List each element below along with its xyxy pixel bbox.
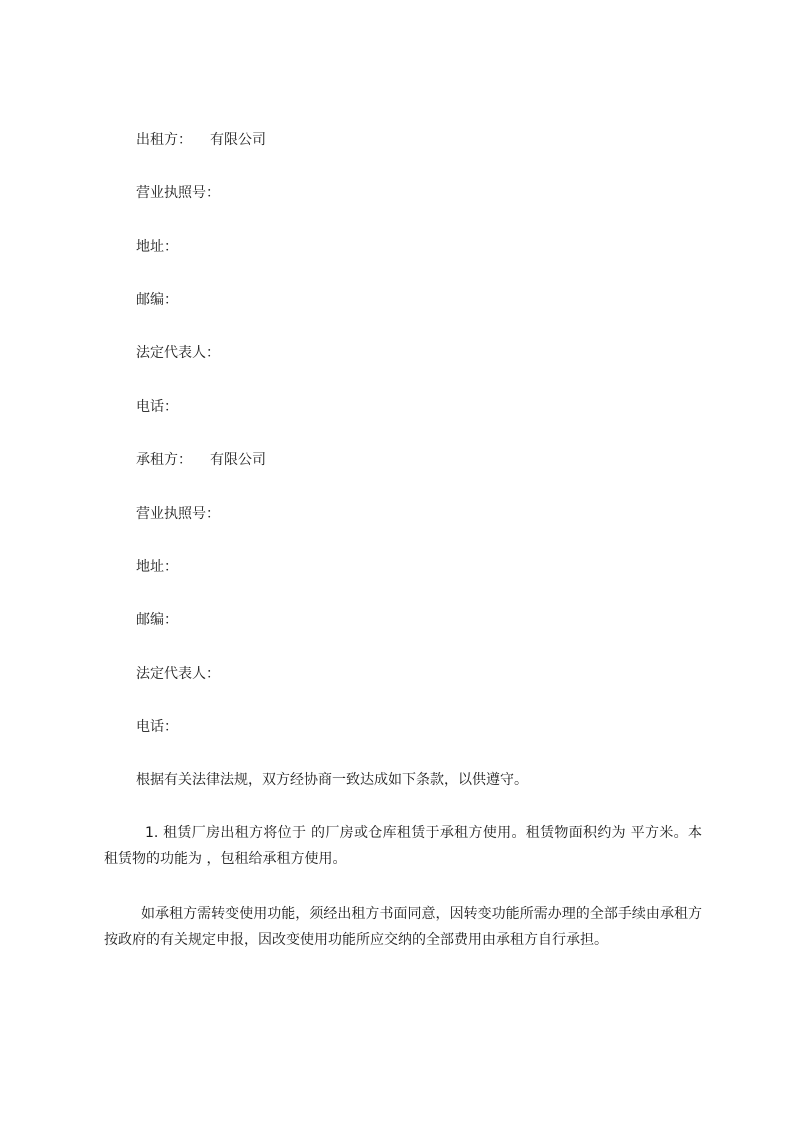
- lessor-address-label: 地址：: [136, 239, 178, 255]
- lessee-postcode-line: [136, 610, 178, 630]
- lessor-postcode-label: 邮编：: [136, 292, 178, 308]
- lessee-name-line: [136, 450, 266, 470]
- lessee-address-label: 地址：: [136, 559, 178, 575]
- lessor-name-value: 有限公司: [210, 132, 266, 148]
- lessor-representative-label: 法定代表人：: [136, 345, 220, 361]
- lessee-license-line: [136, 504, 220, 524]
- lessor-phone-label: 电话：: [136, 399, 178, 415]
- clause-1-text: 1. 租赁厂房出租方将位于 的厂房或仓库租赁于承租方使用。租赁物面积约为 平方米。本租赁物的功能为 ，包租给承租方使用。: [104, 825, 702, 867]
- lessee-postcode-label: 邮编：: [136, 612, 178, 628]
- clause-1-note-text: 如承租方需转变使用功能，须经出租方书面同意，因转变功能所需办理的全部手续由承租方按政府的有关规定申报，因改变使用功能所应交纳的全部费用由承租方自行承担。: [104, 906, 702, 948]
- preamble: [136, 770, 528, 790]
- lessor-phone-line: [136, 397, 178, 417]
- preamble-text: 根据有关法律法规，双方经协商一致达成如下条款，以供遵守。: [136, 772, 528, 788]
- clause-1-note: [104, 901, 702, 953]
- lessee-representative-line: [136, 664, 220, 684]
- lessee-license-label: 营业执照号：: [136, 506, 220, 522]
- lessee-address-line: [136, 557, 178, 577]
- lessor-postcode-line: [136, 290, 178, 310]
- lessee-phone-label: 电话：: [136, 719, 178, 735]
- lessor-representative-line: [136, 343, 220, 363]
- lessee-representative-label: 法定代表人：: [136, 666, 220, 682]
- lessor-address-line: [136, 237, 178, 257]
- lessee-phone-line: [136, 717, 178, 737]
- lessee-name-label: 承租方：: [136, 452, 192, 468]
- lessor-license-line: [136, 183, 220, 203]
- lessor-name-label: 出租方：: [136, 132, 192, 148]
- lessor-license-label: 营业执照号：: [136, 185, 220, 201]
- lessee-name-value: 有限公司: [210, 452, 266, 468]
- lessor-name-line: [136, 130, 266, 150]
- clause-1: [104, 820, 702, 872]
